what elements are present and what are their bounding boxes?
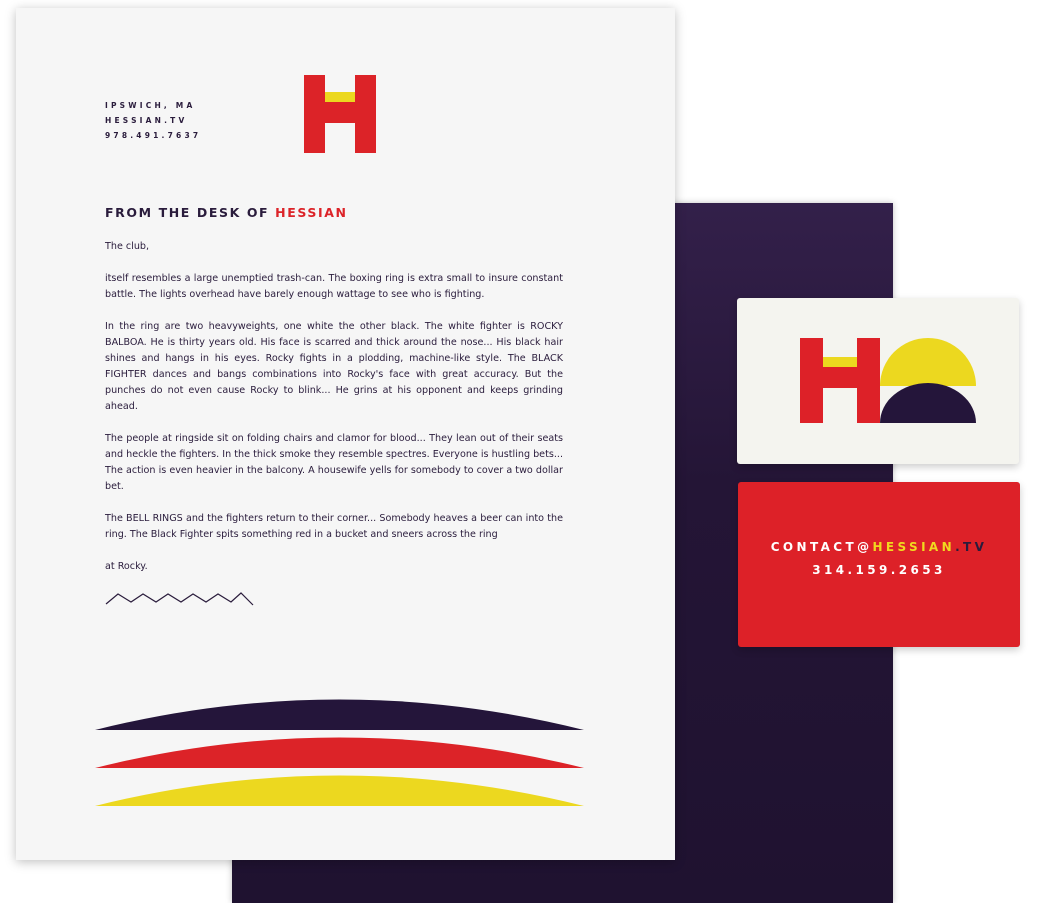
stripe-arcs-icon bbox=[95, 683, 585, 809]
website-line: HESSIAN.TV bbox=[105, 116, 188, 125]
email-brand: HESSIAN bbox=[872, 540, 956, 554]
heading-name: HESSIAN bbox=[275, 205, 348, 220]
zigzag-signature-icon bbox=[105, 588, 255, 608]
h-logo-icon bbox=[304, 75, 376, 153]
email-prefix: CONTACT@ bbox=[770, 540, 873, 554]
address-line: IPSWICH, MA bbox=[105, 101, 196, 110]
h-dome-logo-icon bbox=[737, 298, 1019, 464]
contact-block bbox=[105, 98, 201, 143]
paragraph: The club, bbox=[105, 241, 150, 252]
business-card-front bbox=[737, 298, 1019, 464]
paragraph: itself resembles a large unemptied trash-can. The boxing ring is extra small to insure constant battle. The lights overhead have barely enough wattage to see who is fighting. bbox=[105, 273, 563, 300]
paragraph: In the ring are two heavyweights, one white the other black. The white fighter is ROCKY BALBOA. He is thirty years old. His face is scarred and thick around the nose... His black hair shines and hangs in his eyes. Rocky fights in a plodding, machine-like style. The BLACK FIGHTER dances and bangs combinations into Rocky's face with great accuracy. But the punches do not even cause Rocky to blink... He grins at his opponent and keeps grinding ahead. bbox=[105, 321, 563, 412]
paragraph: The people at ringside sit on folding chairs and clamor for blood... They lean out of their seats and heckle the fighters. In the thick smoke they resemble spectres. Everyone is hustling bets... The action is even heavier in the balcony. A housewife yells for somebody to cover a two dollar bet. bbox=[105, 433, 563, 492]
contact-phone: 314.159.2653 bbox=[812, 563, 946, 577]
paragraph: The BELL RINGS and the fighters return to their corner... Somebody heaves a beer can into the ring. The Black Fighter spits something red in a bucket and sneers across the ring bbox=[105, 513, 563, 540]
letter-heading bbox=[105, 205, 348, 220]
phone-line: 978.491.7637 bbox=[105, 131, 202, 140]
business-card-back bbox=[738, 482, 1020, 647]
letterhead-page bbox=[16, 8, 675, 860]
contact-email bbox=[738, 540, 1020, 554]
email-suffix: .TV bbox=[955, 540, 988, 554]
paragraph: at Rocky. bbox=[105, 561, 148, 572]
heading-prefix: FROM THE DESK OF bbox=[105, 205, 276, 220]
letter-body bbox=[105, 239, 563, 591]
